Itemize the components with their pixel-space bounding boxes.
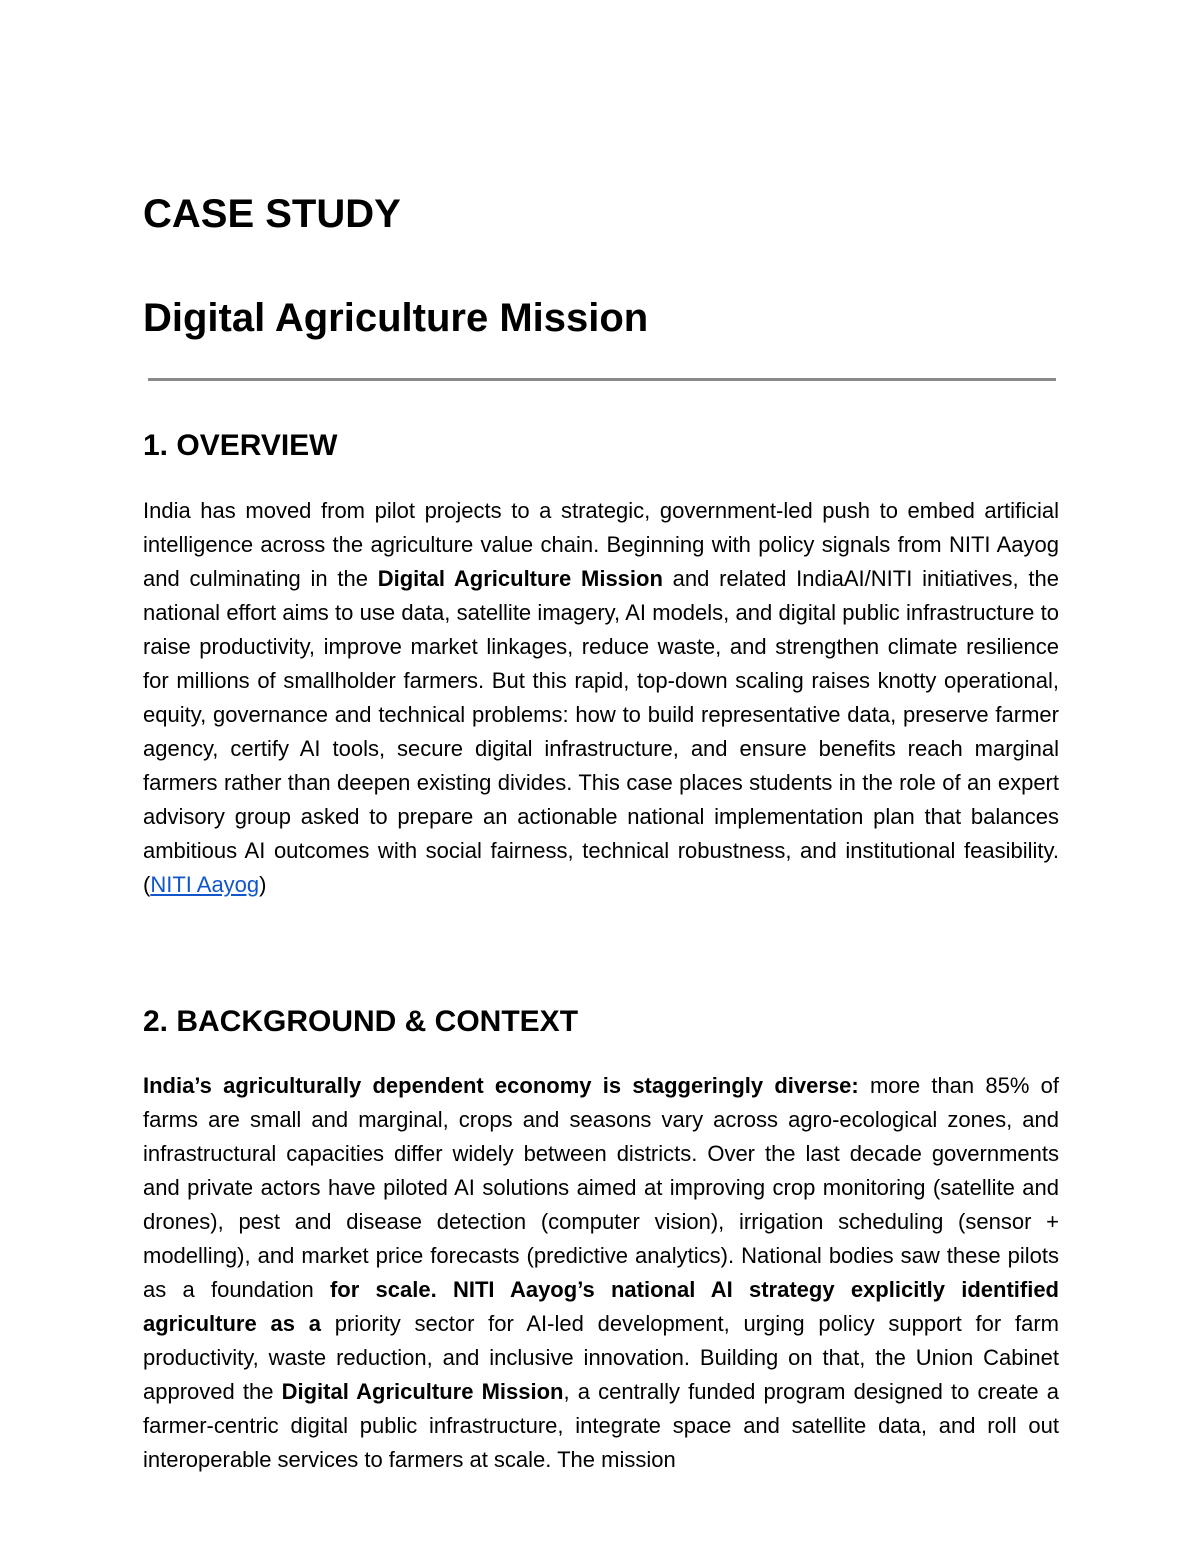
background-paragraph bbox=[143, 1069, 1059, 1477]
background-text-1: more than 85% of farms are small and marginal, crops and seasons vary across agro-ecological zones, and infrastructural capacities differ widely between districts. Over the last decade governments and private actors have piloted AI solutions aimed at improving crop monitoring (satellite and drones), pest and disease detection (computer vision), irrigation scheduling (sensor + modelling), and market price forecasts (predictive analytics). National bodies saw these pilots as a foundation bbox=[143, 1073, 1059, 1302]
background-text-3: , a centrally funded program designed to create a farmer-centric digital public infrastructure, integrate space and satellite data, and roll out interoperable services to farmers at scale. The mission bbox=[143, 1379, 1059, 1472]
overview-paragraph bbox=[143, 494, 1059, 902]
section-heading-background: 2. BACKGROUND & CONTEXT bbox=[143, 1005, 579, 1038]
horizontal-divider bbox=[148, 378, 1056, 381]
overview-text-2: and related IndiaAI/NITI initiatives, the national effort aims to use data, satellite imagery, AI models, and digital public infrastructure to raise productivity, improve market linkages, reduce waste, and strengthen climate resilience for millions of smallholder farmers. But this rapid, top-down scaling raises knotty operational, equity, governance and technical problems: how to build representative data, preserve farmer agency, certify AI tools, secure digital infrastructure, and ensure benefits reach marginal farmers rather than deepen existing divides. This case places students in the role of an expert advisory group asked to prepare an actionable national implementation plan that balances ambitious AI outcomes with social fairness, technical robustness, and institutional feasibility. ( bbox=[143, 566, 1059, 897]
overview-text-1: India has moved from pilot projects to a strategic, government-led push to embed artificial intelligence across the agriculture value chain. Beginning with policy signals from NITI Aayog and culminating in the bbox=[143, 498, 1059, 591]
overview-bold-mission: Digital Agriculture Mission bbox=[377, 566, 663, 591]
overview-text-3: ) bbox=[259, 872, 267, 897]
section-heading-overview: 1. OVERVIEW bbox=[143, 429, 338, 462]
background-text-2: priority sector for AI-led development, urging policy support for farm productivity, waste reduction, and inclusive innovation. Building on that, the Union Cabinet approved the bbox=[143, 1311, 1059, 1404]
niti-aayog-link[interactable]: NITI Aayog bbox=[150, 872, 260, 897]
document-title: CASE STUDY bbox=[143, 192, 401, 236]
background-bold-strategy: for scale. NITI Aayog’s national AI strategy explicitly identified agriculture as a bbox=[143, 1277, 1060, 1336]
document-subtitle: Digital Agriculture Mission bbox=[143, 296, 649, 340]
background-bold-lead: India’s agriculturally dependent economy is staggeringly diverse: bbox=[143, 1073, 859, 1098]
background-bold-mission: Digital Agriculture Mission bbox=[281, 1379, 564, 1404]
